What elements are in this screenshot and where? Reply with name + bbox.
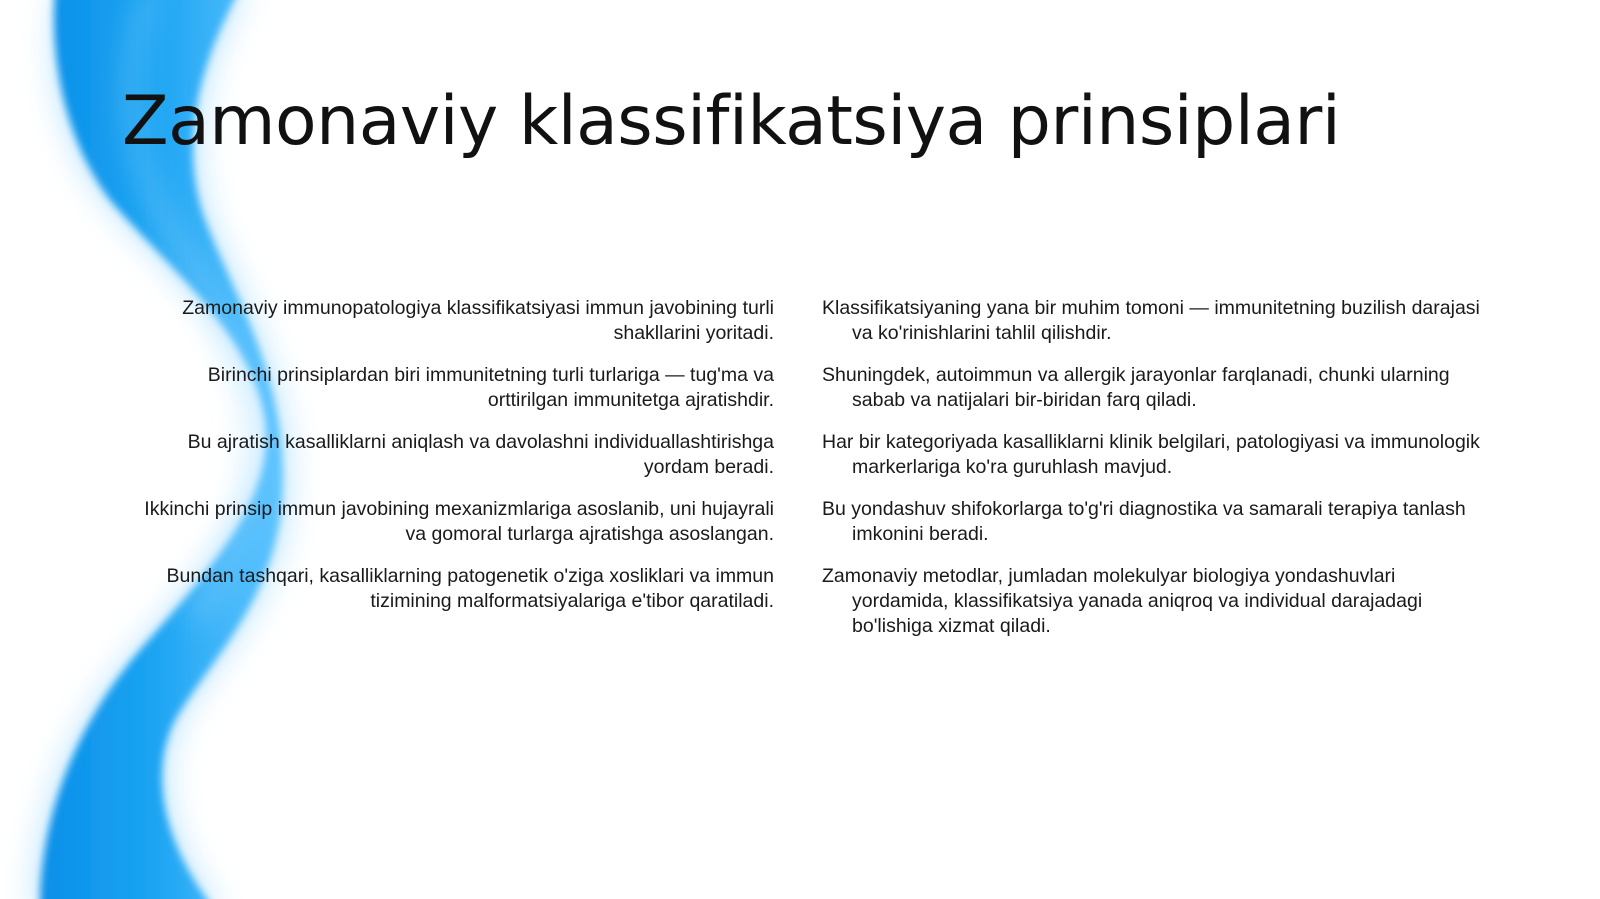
list-item: Ikkinchi prinsip immun javobining mexanizmlariga asoslanib, uni hujayrali va gomoral turlarga ajratishga asoslangan. <box>144 498 774 545</box>
list-item: Bu ajratish kasalliklarni aniqlash va davolashni individuallashtirishga yordam beradi. <box>187 431 774 478</box>
list-item: Birinchi prinsiplardan biri immunitetning turli turlariga — tug'ma va orttirilgan immunitetga ajratishdir. <box>207 364 774 411</box>
left-column-list <box>128 296 774 631</box>
list-item: Klassifikatsiyaning yana bir muhim tomoni — immunitetning buzilish darajasi va ko'rinishlarini tahlil qilishdir. <box>822 297 1480 344</box>
list-item: Bundan tashqari, kasalliklarning patogenetik o'ziga xosliklari va immun tizimining malformatsiyalariga e'tibor qaratiladi. <box>166 565 774 612</box>
list-item: Zamonaviy immunopatologiya klassifikatsiyasi immun javobining turli shakllarini yoritadi. <box>182 297 774 344</box>
right-column-list <box>822 296 1480 656</box>
list-item: Shuningdek, autoimmun va allergik jarayonlar farqlanadi, chunki ularning sabab va natijalari bir-biridan farq qiladi. <box>822 364 1450 411</box>
slide-title: Zamonaviy klassifikatsiya prinsiplari <box>122 82 1341 161</box>
list-item: Har bir kategoriyada kasalliklarni klinik belgilari, patologiyasi va immunologik markerlariga ko'ra guruhlash mavjud. <box>822 431 1480 478</box>
list-item: Bu yondashuv shifokorlarga to'g'ri diagnostika va samarali terapiya tanlash imkonini beradi. <box>822 498 1466 545</box>
list-item: Zamonaviy metodlar, jumladan molekulyar biologiya yondashuvlari yordamida, klassifikatsiya yanada aniqroq va individual darajadagi bo'lishiga xizmat qiladi. <box>822 565 1423 637</box>
